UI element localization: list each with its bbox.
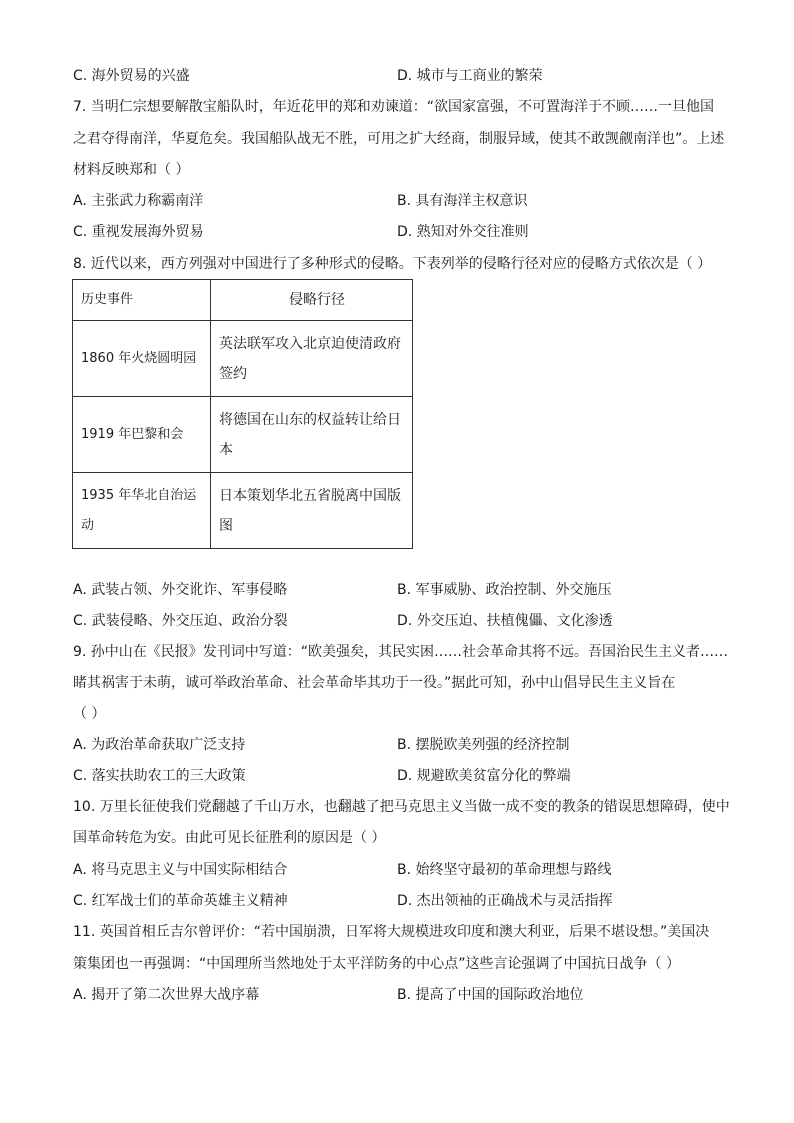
q8-option-b: B. 军事威胁、政治控制、外交施压 bbox=[397, 582, 612, 598]
q10-option-b: B. 始终坚守最初的革命理想与路线 bbox=[397, 862, 612, 878]
q9-option-c: C. 落实扶助农工的三大政策 bbox=[73, 768, 246, 784]
q8-option-a: A. 武装占领、外交讹诈、军事侵略 bbox=[73, 582, 288, 598]
q10-stem-line-1: 10. 万里长征使我们党翻越了千山万水，也翻越了把马克思主义当做一成不变的教条的错误思想障碍，使中 bbox=[73, 799, 730, 815]
q9-stem-line-2: 睹其祸害于未萌，诚可举政治革命、社会革命毕其功于一役。”据此可知，孙中山倡导民生主义旨在 bbox=[73, 675, 676, 691]
q9-option-d: D. 规避欧美贫富分化的弊端 bbox=[397, 768, 571, 784]
q6-option-c: C. 海外贸易的兴盛 bbox=[73, 68, 190, 84]
q7-option-d: D. 熟知对外交往准则 bbox=[397, 224, 529, 240]
table-row bbox=[73, 473, 413, 549]
q7-stem-line-1: 7. 当明仁宗想要解散宝船队时，年近花甲的郑和劝谏道：“欲国家富强，不可置海洋于不顾……一旦他国 bbox=[73, 99, 715, 115]
q11-stem-line-2: 策集团也一再强调：“中国理所当然地处于太平洋防务的中心点”这些言论强调了中国抗日战争（ ） bbox=[73, 956, 680, 972]
q7-stem-line-3: 材料反映郑和（ ） bbox=[73, 162, 190, 178]
q7-option-c: C. 重视发展海外贸易 bbox=[73, 224, 204, 240]
table-cell-action: 将德国在山东的权益转让给日 本 bbox=[211, 397, 413, 473]
table-header-action: 侵略行径 bbox=[211, 280, 413, 321]
q9-stem-line-3: （ ） bbox=[73, 706, 106, 722]
q7-stem-line-2: 之君夺得南洋，华夏危矣。我国船队战无不胜，可用之扩大经商，制服异域，使其不敢觊觎南洋也”。上述 bbox=[73, 131, 725, 147]
q8-table bbox=[72, 279, 413, 549]
table-cell-event: 1860 年火烧圆明园 bbox=[73, 321, 211, 397]
table-row bbox=[73, 321, 413, 397]
table-cell-action: 英法联军攻入北京迫使清政府 签约 bbox=[211, 321, 413, 397]
q10-option-a: A. 将马克思主义与中国实际相结合 bbox=[73, 862, 288, 878]
q8-option-c: C. 武装侵略、外交压迫、政治分裂 bbox=[73, 613, 288, 629]
table-header-event: 历史事件 bbox=[73, 280, 211, 321]
table-row bbox=[73, 397, 413, 473]
q11-option-a: A. 揭开了第二次世界大战序幕 bbox=[73, 987, 260, 1003]
q11-option-b: B. 提高了中国的国际政治地位 bbox=[397, 987, 584, 1003]
q10-option-c: C. 红军战士们的革命英雄主义精神 bbox=[73, 893, 288, 909]
q7-option-a: A. 主张武力称霸南洋 bbox=[73, 193, 204, 209]
table-header-row bbox=[73, 280, 413, 321]
q8-stem: 8. 近代以来，西方列强对中国进行了多种形式的侵略。下表列举的侵略行径对应的侵略方式依次是（ ） bbox=[73, 256, 712, 272]
table-cell-event: 1919 年巴黎和会 bbox=[73, 397, 211, 473]
q9-option-a: A. 为政治革命获取广泛支持 bbox=[73, 737, 246, 753]
q9-stem-line-1: 9. 孙中山在《民报》发刊词中写道：“欧美强矣，其民实困……社会革命其将不远。吾国治民生主义者…… bbox=[73, 644, 729, 660]
table-cell-action: 日本策划华北五省脱离中国版 图 bbox=[211, 473, 413, 549]
q7-option-b: B. 具有海洋主权意识 bbox=[397, 193, 528, 209]
q8-option-d: D. 外交压迫、扶植傀儡、文化渗透 bbox=[397, 613, 613, 629]
q10-option-d: D. 杰出领袖的正确战术与灵活指挥 bbox=[397, 893, 613, 909]
q9-option-b: B. 摆脱欧美列强的经济控制 bbox=[397, 737, 570, 753]
q6-option-d: D. 城市与工商业的繁荣 bbox=[397, 68, 543, 84]
q11-stem-line-1: 11. 英国首相丘吉尔曾评价：“若中国崩溃，日军将大规模进攻印度和澳大利亚，后果不堪设想。”美国决 bbox=[73, 924, 710, 940]
table-cell-event: 1935 年华北自治运 动 bbox=[73, 473, 211, 549]
q10-stem-line-2: 国革命转危为安。由此可见长征胜利的原因是（ ） bbox=[73, 830, 386, 846]
